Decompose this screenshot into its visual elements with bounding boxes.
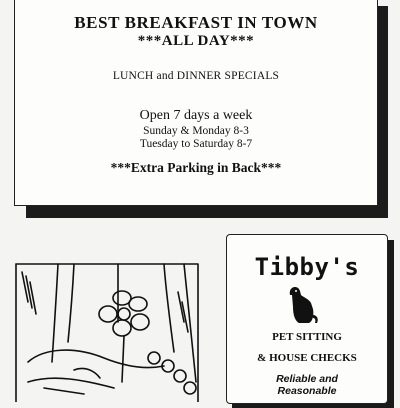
ad-specials: LUNCH and DINNER SPECIALS [112,70,280,82]
flower-illustration [14,262,200,402]
ad-hours-tue-sat: Tuesday to Saturday 8-7 [139,138,253,150]
pet-sitting-ad [226,234,388,404]
ad-headline: BEST BREAKFAST IN TOWN [74,13,318,32]
ad-hours-sun-mon: Sunday & Monday 8-3 [143,125,249,137]
ad-parking: ***Extra Parking in Back*** [110,160,282,175]
restaurant-ad [14,0,378,206]
ad-all-day: ***ALL DAY*** [137,33,255,49]
pet-ad-service-1: PET SITTING [272,331,342,343]
pet-ad-tagline-1: Reliable and [276,373,338,385]
pet-ad-service-2: & HOUSE CHECKS [257,352,357,364]
ad-open-days: Open 7 days a week [139,108,253,123]
dog-icon [287,285,321,325]
pet-ad-tagline-2: Reasonable [277,385,337,397]
pet-ad-brand: Tibby's [254,253,360,281]
